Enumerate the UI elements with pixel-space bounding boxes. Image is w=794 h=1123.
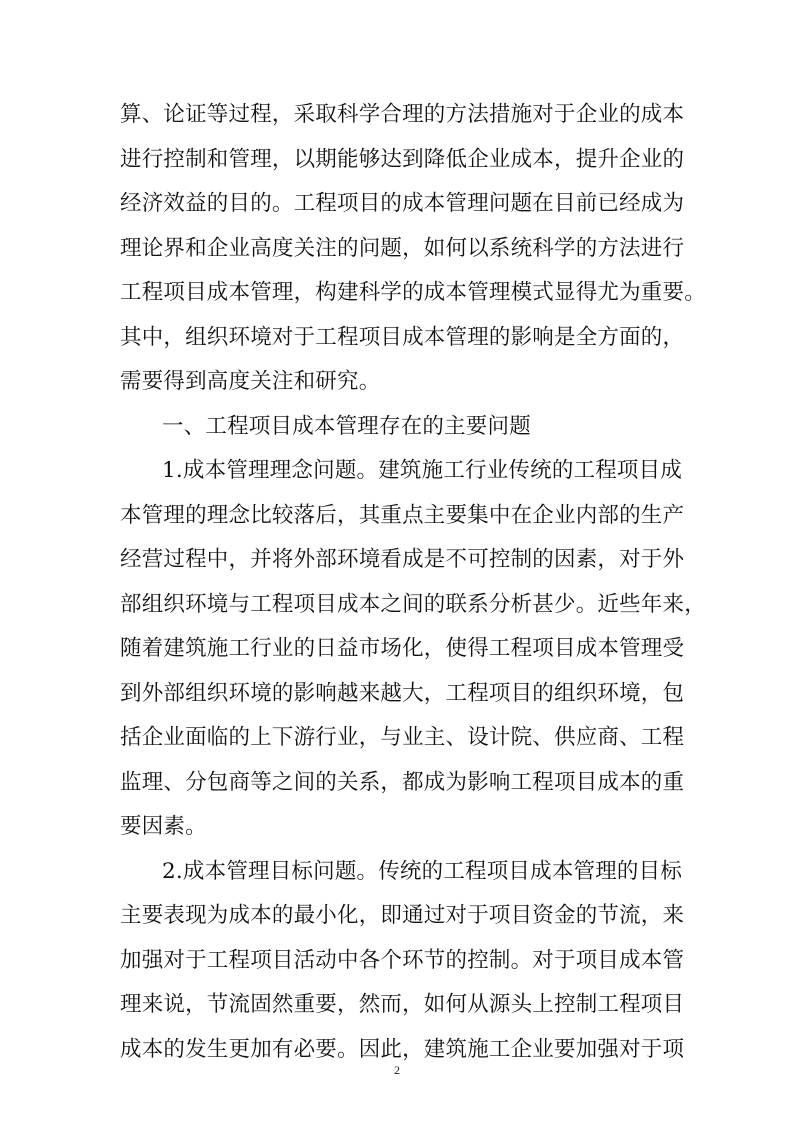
body-text-line: 监理、分包商等之间的关系，都成为影响工程项目成本的重: [120, 770, 685, 795]
body-text-line: 工程项目成本管理，构建科学的成本管理模式显得尤为重要。: [120, 280, 706, 305]
body-text-line: 本管理的理念比较落后，其重点主要集中在企业内部的生产: [120, 503, 685, 528]
body-text-line: 括企业面临的上下游行业，与业主、设计院、供应商、工程: [120, 725, 685, 750]
body-text-line: 要因素。: [120, 814, 207, 839]
body-text-line: 到外部组织环境的影响越来越大，工程项目的组织环境，包: [120, 681, 685, 706]
body-text-line: 加强对于工程项目活动中各个环节的控制。对于项目成本管: [120, 948, 685, 973]
body-text-line: 进行控制和管理，以期能够达到降低企业成本，提升企业的: [120, 147, 685, 172]
body-text-line: 部组织环境与工程项目成本之间的联系分析甚少。近些年来，: [120, 592, 706, 617]
body-text-line: 需要得到高度关注和研究。: [120, 369, 381, 394]
body-text-line: 随着建筑施工行业的日益市场化，使得工程项目成本管理受: [120, 636, 685, 661]
body-text-line: 算、论证等过程，采取科学合理的方法措施对于企业的成本: [120, 102, 685, 127]
page-number: 2: [394, 1063, 400, 1077]
section-heading: 一、工程项目成本管理存在的主要问题: [162, 414, 531, 439]
paragraph-first-line: 1.成本管理理念问题。建筑施工行业传统的工程项目成: [162, 458, 683, 483]
body-text-line: 理论界和企业高度关注的问题，如何以系统科学的方法进行: [120, 236, 685, 261]
body-text-line: 经济效益的目的。工程项目的成本管理问题在目前已经成为: [120, 191, 685, 216]
body-text-line: 其中，组织环境对于工程项目成本管理的影响是全方面的，: [120, 325, 685, 350]
body-text-line: 理来说，节流固然重要，然而，如何从源头上控制工程项目: [120, 992, 685, 1017]
body-text-line: 主要表现为成本的最小化，即通过对于项目资金的节流，来: [120, 903, 685, 928]
body-text-line: 经营过程中，并将外部环境看成是不可控制的因素，对于外: [120, 547, 685, 572]
paragraph-first-line: 2.成本管理目标问题。传统的工程项目成本管理的目标: [162, 859, 683, 884]
body-text-line: 成本的发生更加有必要。因此，建筑施工企业要加强对于项: [120, 1037, 685, 1062]
